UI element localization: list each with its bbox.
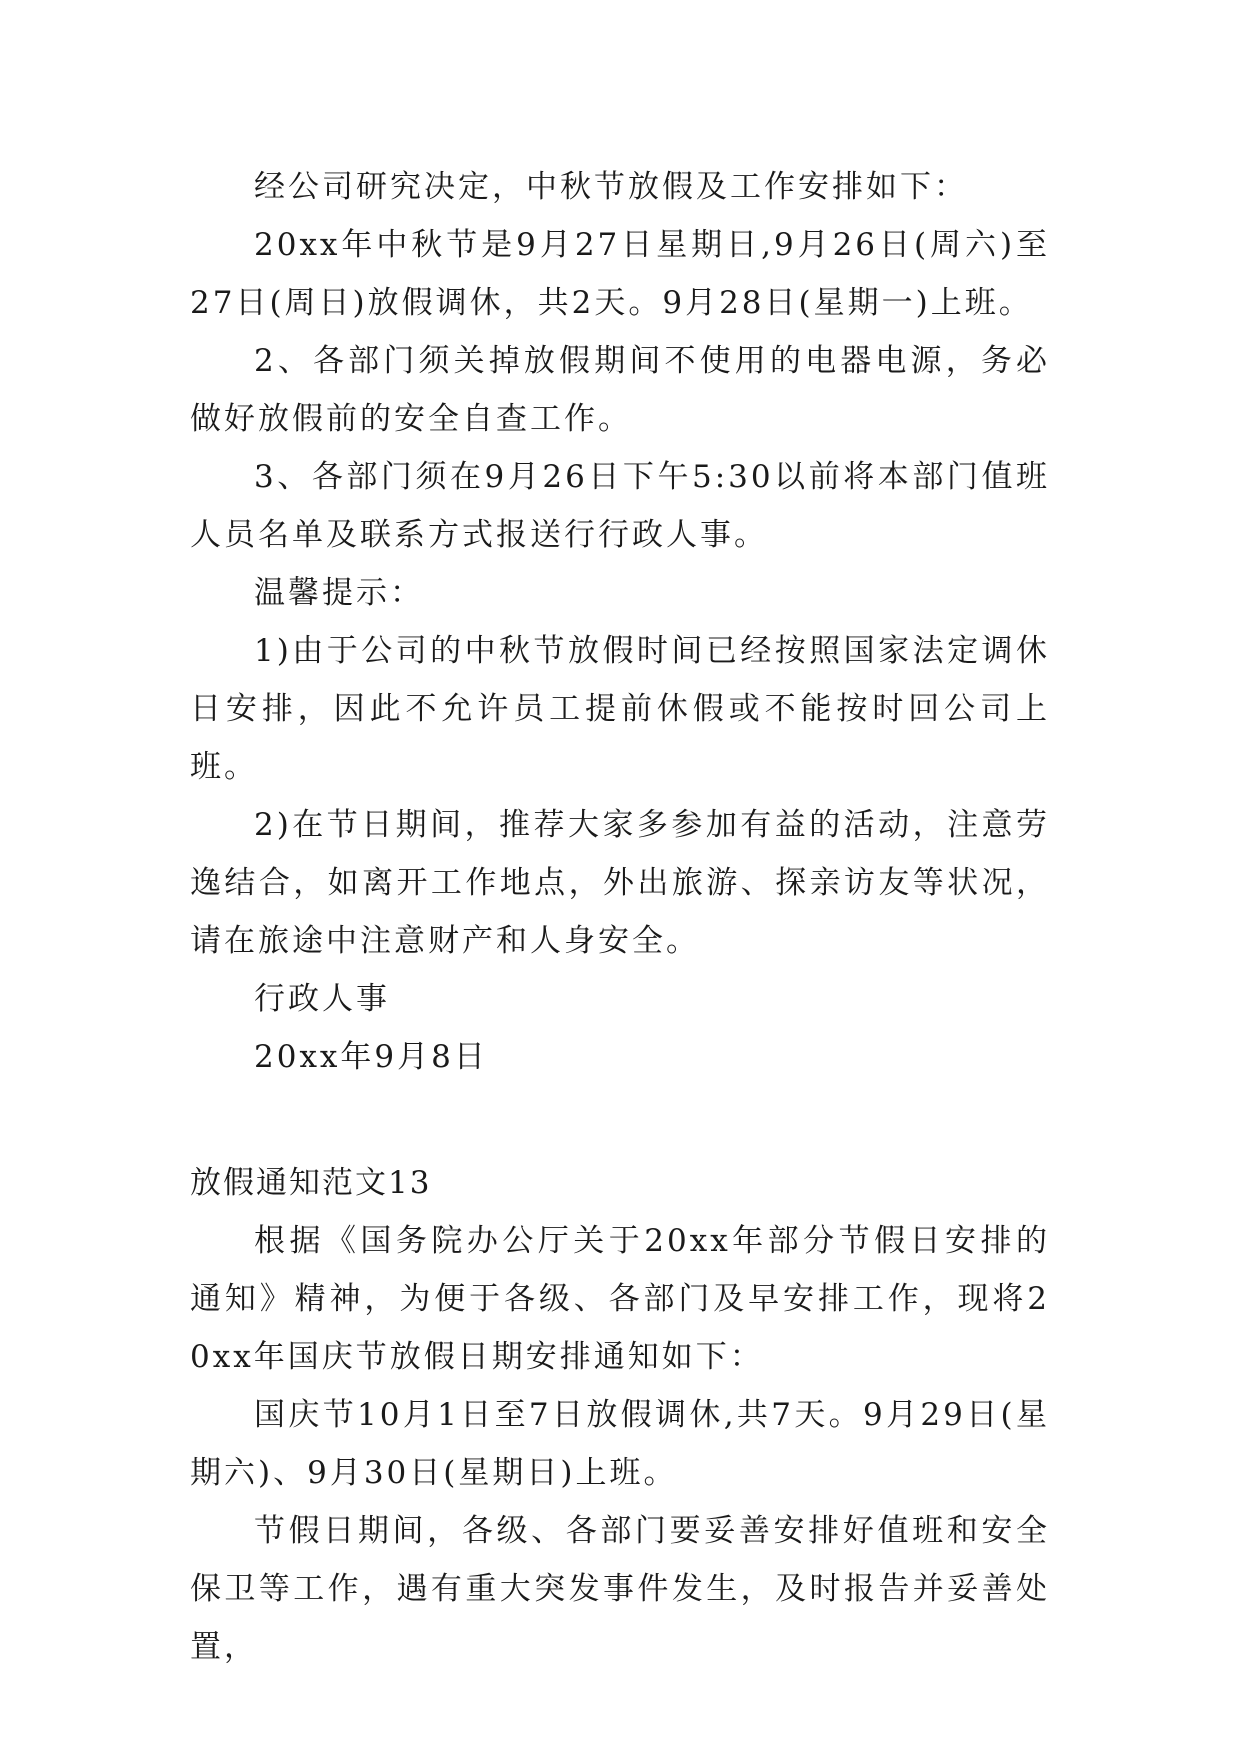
paragraph: 1)由于公司的中秋节放假时间已经按照国家法定调休日安排，因此不允许员工提前休假或不能按时回公司上班。 [190,633,1050,785]
signature-department: 行政人事 [254,981,390,1017]
paragraph: 根据《国务院办公厅关于20xx年部分节假日安排的通知》精神，为便于各级、各部门及早安排工作，现将20xx年国庆节放假日期安排通知如下： [190,1223,1050,1375]
signature-date: 20xx年9月8日 [254,1039,488,1075]
paragraph: 3、各部门须在9月26日下午5:30以前将本部门值班人员名单及联系方式报送行行政人事。 [190,459,1050,553]
paragraph: 国庆节10月1日至7日放假调休,共7天。9月29日(星期六)、9月30日(星期日)上班。 [190,1397,1050,1491]
section-spacer [190,1086,1050,1154]
paragraph: 温馨提示： [254,575,424,611]
paragraph: 20xx年中秋节是9月27日星期日,9月26日(周六)至27日(周日)放假调休，共2天。9月28日(星期一)上班。 [190,227,1050,321]
paragraph: 2、各部门须关掉放假期间不使用的电器电源，务必做好放假前的安全自查工作。 [190,343,1050,437]
paragraph: 节假日期间，各级、各部门要妥善安排好值班和安全保卫等工作，遇有重大突发事件发生，及时报告并妥善处置， [190,1513,1050,1665]
paragraph: 经公司研究决定，中秋节放假及工作安排如下： [254,169,968,205]
paragraph: 2)在节日期间，推荐大家多参加有益的活动，注意劳逸结合，如离开工作地点，外出旅游、探亲访友等状况，请在旅途中注意财产和人身安全。 [190,807,1050,959]
document-body [190,158,1050,1676]
section-title: 放假通知范文13 [190,1165,432,1201]
